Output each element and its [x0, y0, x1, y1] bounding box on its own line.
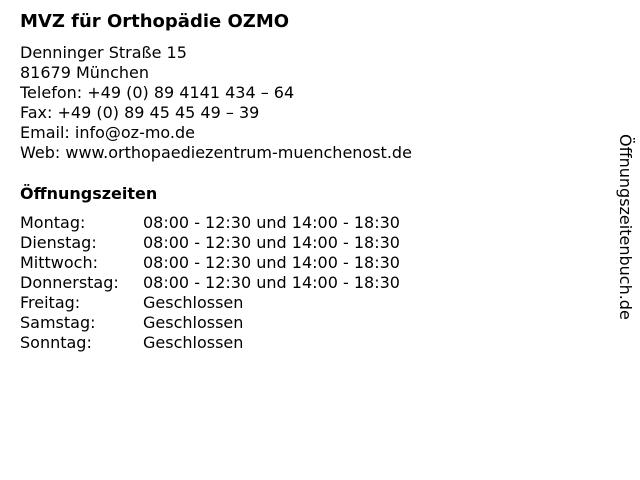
opening-hours-table [20, 213, 400, 353]
day-hours: 08:00 - 12:30 und 14:00 - 18:30 [143, 253, 400, 272]
day-label: Freitag: [20, 293, 81, 312]
day-label: Montag: [20, 213, 86, 232]
watermark-text: Öffnungszeitenbuch.de [616, 134, 635, 320]
phone-number: Telefon: +49 (0) 89 4141 434 – 64 [20, 83, 295, 102]
day-hours: 08:00 - 12:30 und 14:00 - 18:30 [143, 273, 400, 292]
opening-hours-heading: Öffnungszeiten [20, 184, 158, 203]
email-address: Email: info@oz-mo.de [20, 123, 196, 142]
day-hours: 08:00 - 12:30 und 14:00 - 18:30 [143, 233, 400, 252]
street-address: Denninger Straße 15 [20, 43, 187, 62]
site-watermark [610, 134, 640, 334]
hours-row-wednesday [20, 253, 400, 273]
hours-row-monday [20, 213, 400, 233]
hours-row-thursday [20, 273, 400, 293]
fax-number: Fax: +49 (0) 89 45 45 49 – 39 [20, 103, 260, 122]
hours-row-friday [20, 293, 400, 313]
day-label: Dienstag: [20, 233, 97, 252]
website-url: Web: www.orthopaediezentrum-muenchenost.de [20, 143, 412, 162]
day-hours: Geschlossen [143, 333, 244, 352]
day-label: Mittwoch: [20, 253, 98, 272]
business-name: MVZ für Orthopädie OZMO [20, 11, 290, 32]
day-label: Samstag: [20, 313, 96, 332]
day-label: Sonntag: [20, 333, 92, 352]
hours-row-tuesday [20, 233, 400, 253]
hours-row-saturday [20, 313, 400, 333]
day-hours: Geschlossen [143, 293, 244, 312]
contact-block [20, 43, 412, 163]
city-postal: 81679 München [20, 63, 149, 82]
day-label: Donnerstag: [20, 273, 119, 292]
day-hours: Geschlossen [143, 313, 244, 332]
day-hours: 08:00 - 12:30 und 14:00 - 18:30 [143, 213, 400, 232]
hours-row-sunday [20, 333, 400, 353]
